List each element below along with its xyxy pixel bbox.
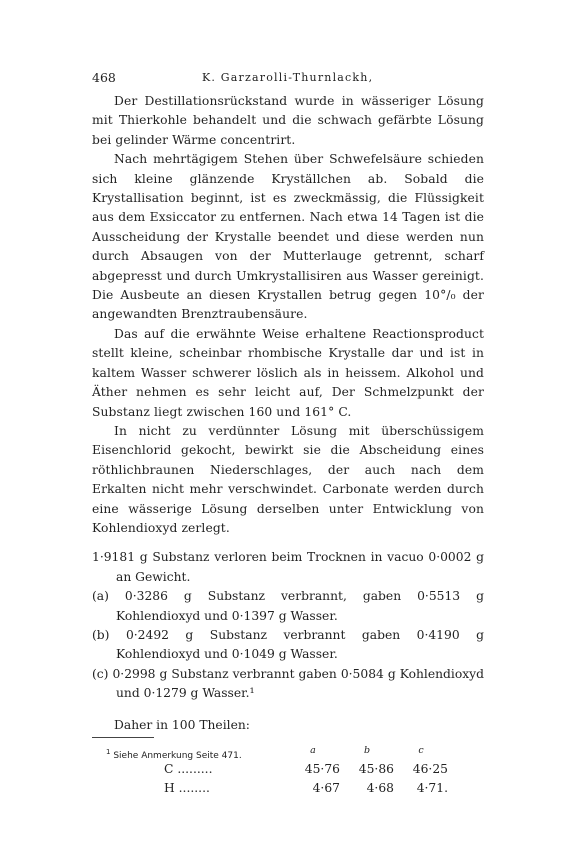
results-cell: 4·67 (312, 780, 340, 795)
paragraph-1: Der Destillationsrückstand wurde in wässeriger Lösung mit Thierkohle behandelt und die schwach gefärbte Lösung bei gelinder Wärme concentrirt. (92, 94, 484, 147)
results-col-a: a (310, 744, 316, 756)
paragraph-4: In nicht zu verdünnter Lösung mit überschüssigem Eisenchlorid gekocht, bewirkt sie die Abscheidung eines röthlichbraunen Niederschlages, der auch nach dem Erkalten nicht mehr verschwindet. Carbonate werden durch eine wässerige Lösung derselben unter Entwicklung von Kohlendioxyd zerlegt. (92, 423, 484, 535)
results-cell: 45·86 (358, 761, 394, 776)
results-cell: 4·71. (416, 780, 448, 795)
main-text (92, 92, 484, 797)
footnote-marker: 1 (106, 748, 111, 756)
analysis-item-drying: 1·9181 g Substanz verloren beim Trocknen in vacuo 0·0002 g an Gewicht. (92, 550, 484, 584)
paragraph-2: Nach mehrtägigem Stehen über Schwefelsäure schieden sich kleine glänzende Kryställchen ab. Sobald die Krystallisation beginnt, ist es zweckmässig, die Flüssigkeit aus dem Exsiccator zu entfernen. Nach etwa 14 Tagen ist die Ausscheidung der Krystalle beendet und diese werden nun durch Absaugen von der Mutterlauge getrennt, scharf abgepresst und durch Umkrystallisiren aus Wasser gereinigt. Die Ausbeute an diesen Krystallen betrug gegen 10°/₀ der angewandten Brenztraubensäure. (92, 152, 484, 322)
analysis-item-c: (c) 0·2998 g Substanz verbrannt gaben 0·5084 g Kohlendioxyd und 0·1279 g Wasser.¹ (92, 666, 484, 701)
paragraph-3: Das auf die erwähnte Weise erhaltene Reactionsproduct stellt kleine, scheinbar rhombische Krystalle dar und ist in kaltem Wasser schwerer löslich als in heissem. Alkohol und Äther nehmen es sehr leicht auf, Der Schmelzpunkt der Substanz liegt zwischen 160 und 161° C. (92, 326, 484, 419)
footnote-text: Siehe Anmerkung Seite 471. (113, 751, 242, 761)
results-col-c: c (418, 744, 424, 756)
page-number: 468 (92, 70, 116, 85)
results-col-b: b (363, 744, 371, 756)
results-row-label: C ......... (164, 761, 213, 776)
analysis-item-a: (a) 0·3286 g Substanz verbrannt, gaben 0·5513 g Kohlendioxyd und 0·1397 g Wasser. (92, 589, 484, 623)
page-header (92, 70, 484, 86)
results-row-carbon (164, 759, 448, 778)
running-title: K. Garzarolli-Thurnlackh, (202, 71, 374, 84)
analysis-list (92, 548, 484, 703)
results-cell: 45·76 (304, 761, 340, 776)
results-row-label: H ........ (164, 780, 210, 795)
footnote-rule (92, 737, 154, 738)
results-intro: Daher in 100 Theilen: (114, 717, 250, 732)
footnote (106, 748, 242, 761)
results-cell: 46·25 (412, 761, 448, 776)
results-cell: 4·68 (366, 780, 394, 795)
results-row-hydrogen (164, 778, 448, 797)
analysis-item-b: (b) 0·2492 g Substanz verbrannt gaben 0·4190 g Kohlendioxyd und 0·1049 g Wasser. (92, 627, 484, 662)
